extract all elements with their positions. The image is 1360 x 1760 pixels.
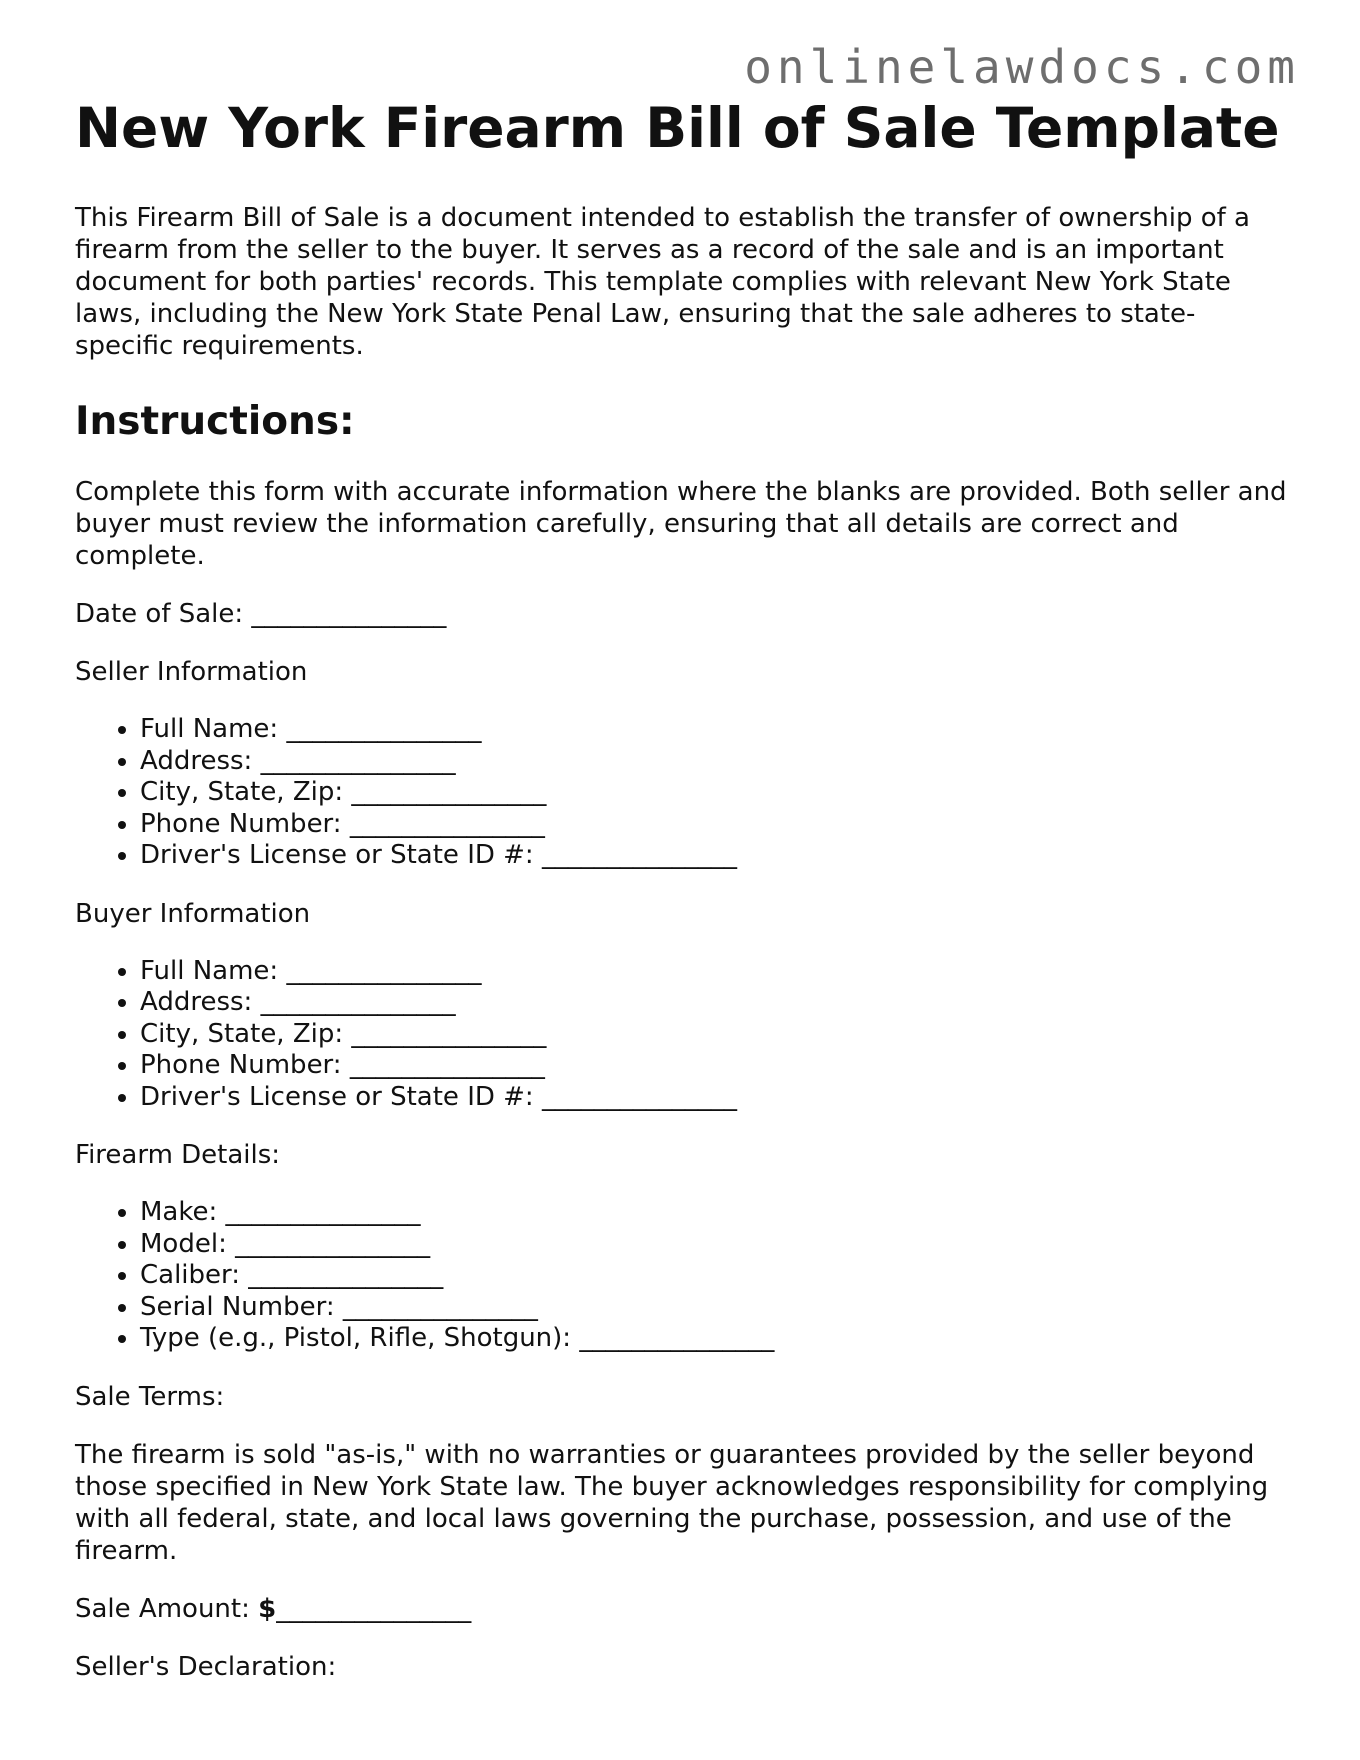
seller-field: [140, 746, 1290, 778]
buyer-field-label: Address:: [140, 987, 253, 1017]
buyer-field: [140, 956, 1290, 988]
sale-terms-heading: Sale Terms:: [75, 1381, 225, 1412]
firearm-field-label: Model:: [140, 1228, 227, 1259]
firearm-fields-list: [75, 1197, 1290, 1355]
date-of-sale-line: [75, 598, 1290, 630]
buyer-license-blank[interactable]: _______________: [541, 1081, 737, 1112]
seller-city-state-zip-blank[interactable]: _______________: [351, 777, 547, 807]
date-of-sale-blank[interactable]: _______________: [251, 599, 447, 629]
firearm-field-label: Serial Number:: [140, 1291, 335, 1322]
buyer-field-label: City, State, Zip:: [140, 1018, 344, 1049]
seller-field-label: Phone Number:: [140, 808, 342, 839]
seller-phone-blank[interactable]: _______________: [349, 808, 545, 839]
firearm-field: [140, 1260, 1290, 1292]
buyer-heading: Buyer Information: [75, 898, 311, 929]
firearm-field: [140, 1323, 1290, 1355]
seller-field: [140, 809, 1290, 841]
buyer-field: [140, 1019, 1290, 1051]
sale-amount-line: [75, 1593, 1290, 1625]
seller-field-label: Address:: [140, 745, 253, 776]
buyer-address-blank[interactable]: _______________: [260, 987, 456, 1017]
buyer-field-label: Driver's License or State ID #:: [140, 1081, 534, 1112]
buyer-field: [140, 1050, 1290, 1082]
buyer-field: [140, 1082, 1290, 1114]
seller-heading: Seller Information: [75, 657, 308, 687]
sale-terms-paragraph: The firearm is sold "as-is," with no warranties or guarantees provided by the seller beyond those specified in New York State law. The buyer acknowledges responsibility for complying with all federal, state, and local laws governing the purchase, possession, and use of the firearm.: [75, 1439, 1269, 1566]
seller-field: [140, 777, 1290, 809]
firearm-field: [140, 1229, 1290, 1261]
seller-fields-list: [75, 714, 1290, 872]
instructions-heading: Instructions:: [75, 399, 355, 444]
buyer-city-state-zip-blank[interactable]: _______________: [351, 1018, 547, 1049]
firearm-caliber-blank[interactable]: _______________: [248, 1260, 444, 1290]
firearm-type-blank[interactable]: _______________: [579, 1323, 775, 1353]
firearm-serial-blank[interactable]: _______________: [342, 1291, 538, 1322]
firearm-field: [140, 1197, 1290, 1229]
firearm-field-label: Caliber:: [140, 1260, 241, 1290]
sale-amount-label: Sale Amount:: [75, 1593, 250, 1624]
firearm-make-blank[interactable]: _______________: [225, 1197, 421, 1227]
buyer-fields-list: [75, 956, 1290, 1114]
seller-license-blank[interactable]: _______________: [541, 840, 737, 870]
buyer-full-name-blank[interactable]: _______________: [286, 955, 482, 986]
firearm-field: [140, 1292, 1290, 1324]
instructions-paragraph: Complete this form with accurate information where the blanks are provided. Both seller and buyer must review the information carefully, ensuring that all details are correct and complete.: [75, 477, 1287, 571]
firearm-field-label: Type (e.g., Pistol, Rifle, Shotgun):: [140, 1323, 572, 1353]
currency-symbol: $: [258, 1593, 277, 1624]
intro-paragraph: This Firearm Bill of Sale is a document intended to establish the transfer of ownership of a firearm from the seller to the buyer. It serves as a record of the sale and is an important document for both parties' records. This template complies with relevant New York State laws, including the New York State Penal Law, ensuring that the sale adheres to state-specific requirements.: [75, 203, 1250, 361]
seller-field-label: Driver's License or State ID #:: [140, 840, 534, 870]
firearm-field-label: Make:: [140, 1197, 218, 1227]
seller-field: [140, 714, 1290, 746]
seller-field-label: City, State, Zip:: [140, 777, 344, 807]
buyer-field-label: Phone Number:: [140, 1050, 342, 1080]
firearm-heading: Firearm Details:: [75, 1140, 281, 1170]
buyer-field: [140, 987, 1290, 1019]
seller-field-label: Full Name:: [140, 714, 279, 744]
sale-amount-blank[interactable]: _______________: [276, 1593, 472, 1624]
seller-field: [140, 840, 1290, 872]
seller-address-blank[interactable]: _______________: [260, 745, 456, 776]
seller-declaration-heading: Seller's Declaration:: [75, 1651, 337, 1682]
date-of-sale-label: Date of Sale:: [75, 599, 244, 629]
watermark: onlinelawdocs.com: [744, 40, 1300, 94]
document-page: [75, 96, 1290, 1709]
buyer-field-label: Full Name:: [140, 955, 279, 986]
seller-full-name-blank[interactable]: _______________: [286, 714, 482, 744]
buyer-phone-blank[interactable]: _______________: [349, 1050, 545, 1080]
firearm-model-blank[interactable]: _______________: [235, 1228, 431, 1259]
page-title: New York Firearm Bill of Sale Template: [75, 96, 1280, 160]
